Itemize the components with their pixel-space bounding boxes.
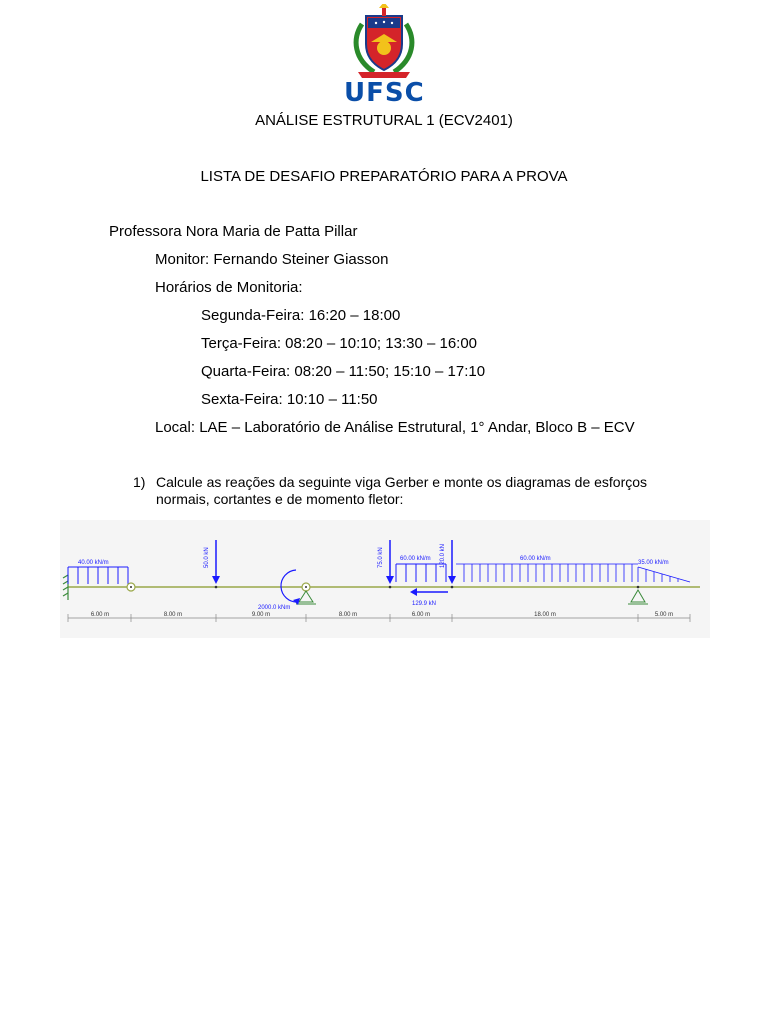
span-label-2: 8.00 m <box>163 612 183 618</box>
span-label-5: 6.00 m <box>411 612 431 618</box>
gerber-beam-diagram <box>60 520 710 638</box>
span-label-7: 5.00 m <box>654 612 674 618</box>
label-dist4: 35.00 kN/m <box>638 560 669 566</box>
question-text: Calcule as reações da seguinte viga Gerber e monte os diagramas de esforços normais, cortantes e de momento fletor: <box>156 474 648 507</box>
pin-support-1-icon <box>296 591 316 604</box>
label-point3: 120.0 kN <box>440 543 446 568</box>
span-label-3: 9.00 m <box>251 612 271 618</box>
pin-support-2-icon <box>628 590 648 604</box>
distributed-load-2 <box>396 564 446 582</box>
question-number: 1) <box>133 474 146 490</box>
label-dist1: 40.00 kN/m <box>78 560 109 566</box>
moment-arc <box>281 570 298 602</box>
span-label-1: 6.00 m <box>90 612 110 618</box>
schedule-friday: Sexta-Feira: 10:10 – 11:50 <box>201 391 378 408</box>
local-line: Local: LAE – Laboratório de Análise Estrutural, 1° Andar, Bloco B – ECV <box>155 419 635 436</box>
schedule-tuesday: Terça-Feira: 08:20 – 10:10; 13:30 – 16:00 <box>201 335 478 352</box>
label-moment: 2000.0 kNm <box>258 605 291 611</box>
professor-line: Professora Nora Maria de Patta Pillar <box>109 223 358 240</box>
label-dist2: 60.00 kN/m <box>400 556 431 562</box>
span-label-4: 8.00 m <box>338 612 358 618</box>
label-dist3: 60.00 kN/m <box>520 556 551 562</box>
course-title: ANÁLISE ESTRUTURAL 1 (ECV2401) <box>255 112 513 129</box>
distributed-load-1 <box>68 567 128 584</box>
fixed-support-icon <box>63 575 68 600</box>
distributed-load-4 <box>638 567 690 582</box>
schedule-wednesday: Quarta-Feira: 08:20 – 11:50; 15:10 – 17:10 <box>201 363 486 380</box>
logo-wordmark: UFSC <box>344 78 425 108</box>
label-horizontal: 129.9 kN <box>412 601 437 607</box>
label-point1: 50.0 kN <box>204 547 210 568</box>
distributed-load-3 <box>456 564 638 582</box>
hours-title: Horários de Monitoria: <box>155 279 303 296</box>
schedule-monday: Segunda-Feira: 16:20 – 18:00 <box>201 307 401 324</box>
span-label-6: 18.00 m <box>534 612 556 618</box>
list-title: LISTA DE DESAFIO PREPARATÓRIO PARA A PROVA <box>200 168 568 185</box>
label-point2: 75.0 kN <box>378 547 384 568</box>
monitor-line: Monitor: Fernando Steiner Giasson <box>155 251 389 268</box>
